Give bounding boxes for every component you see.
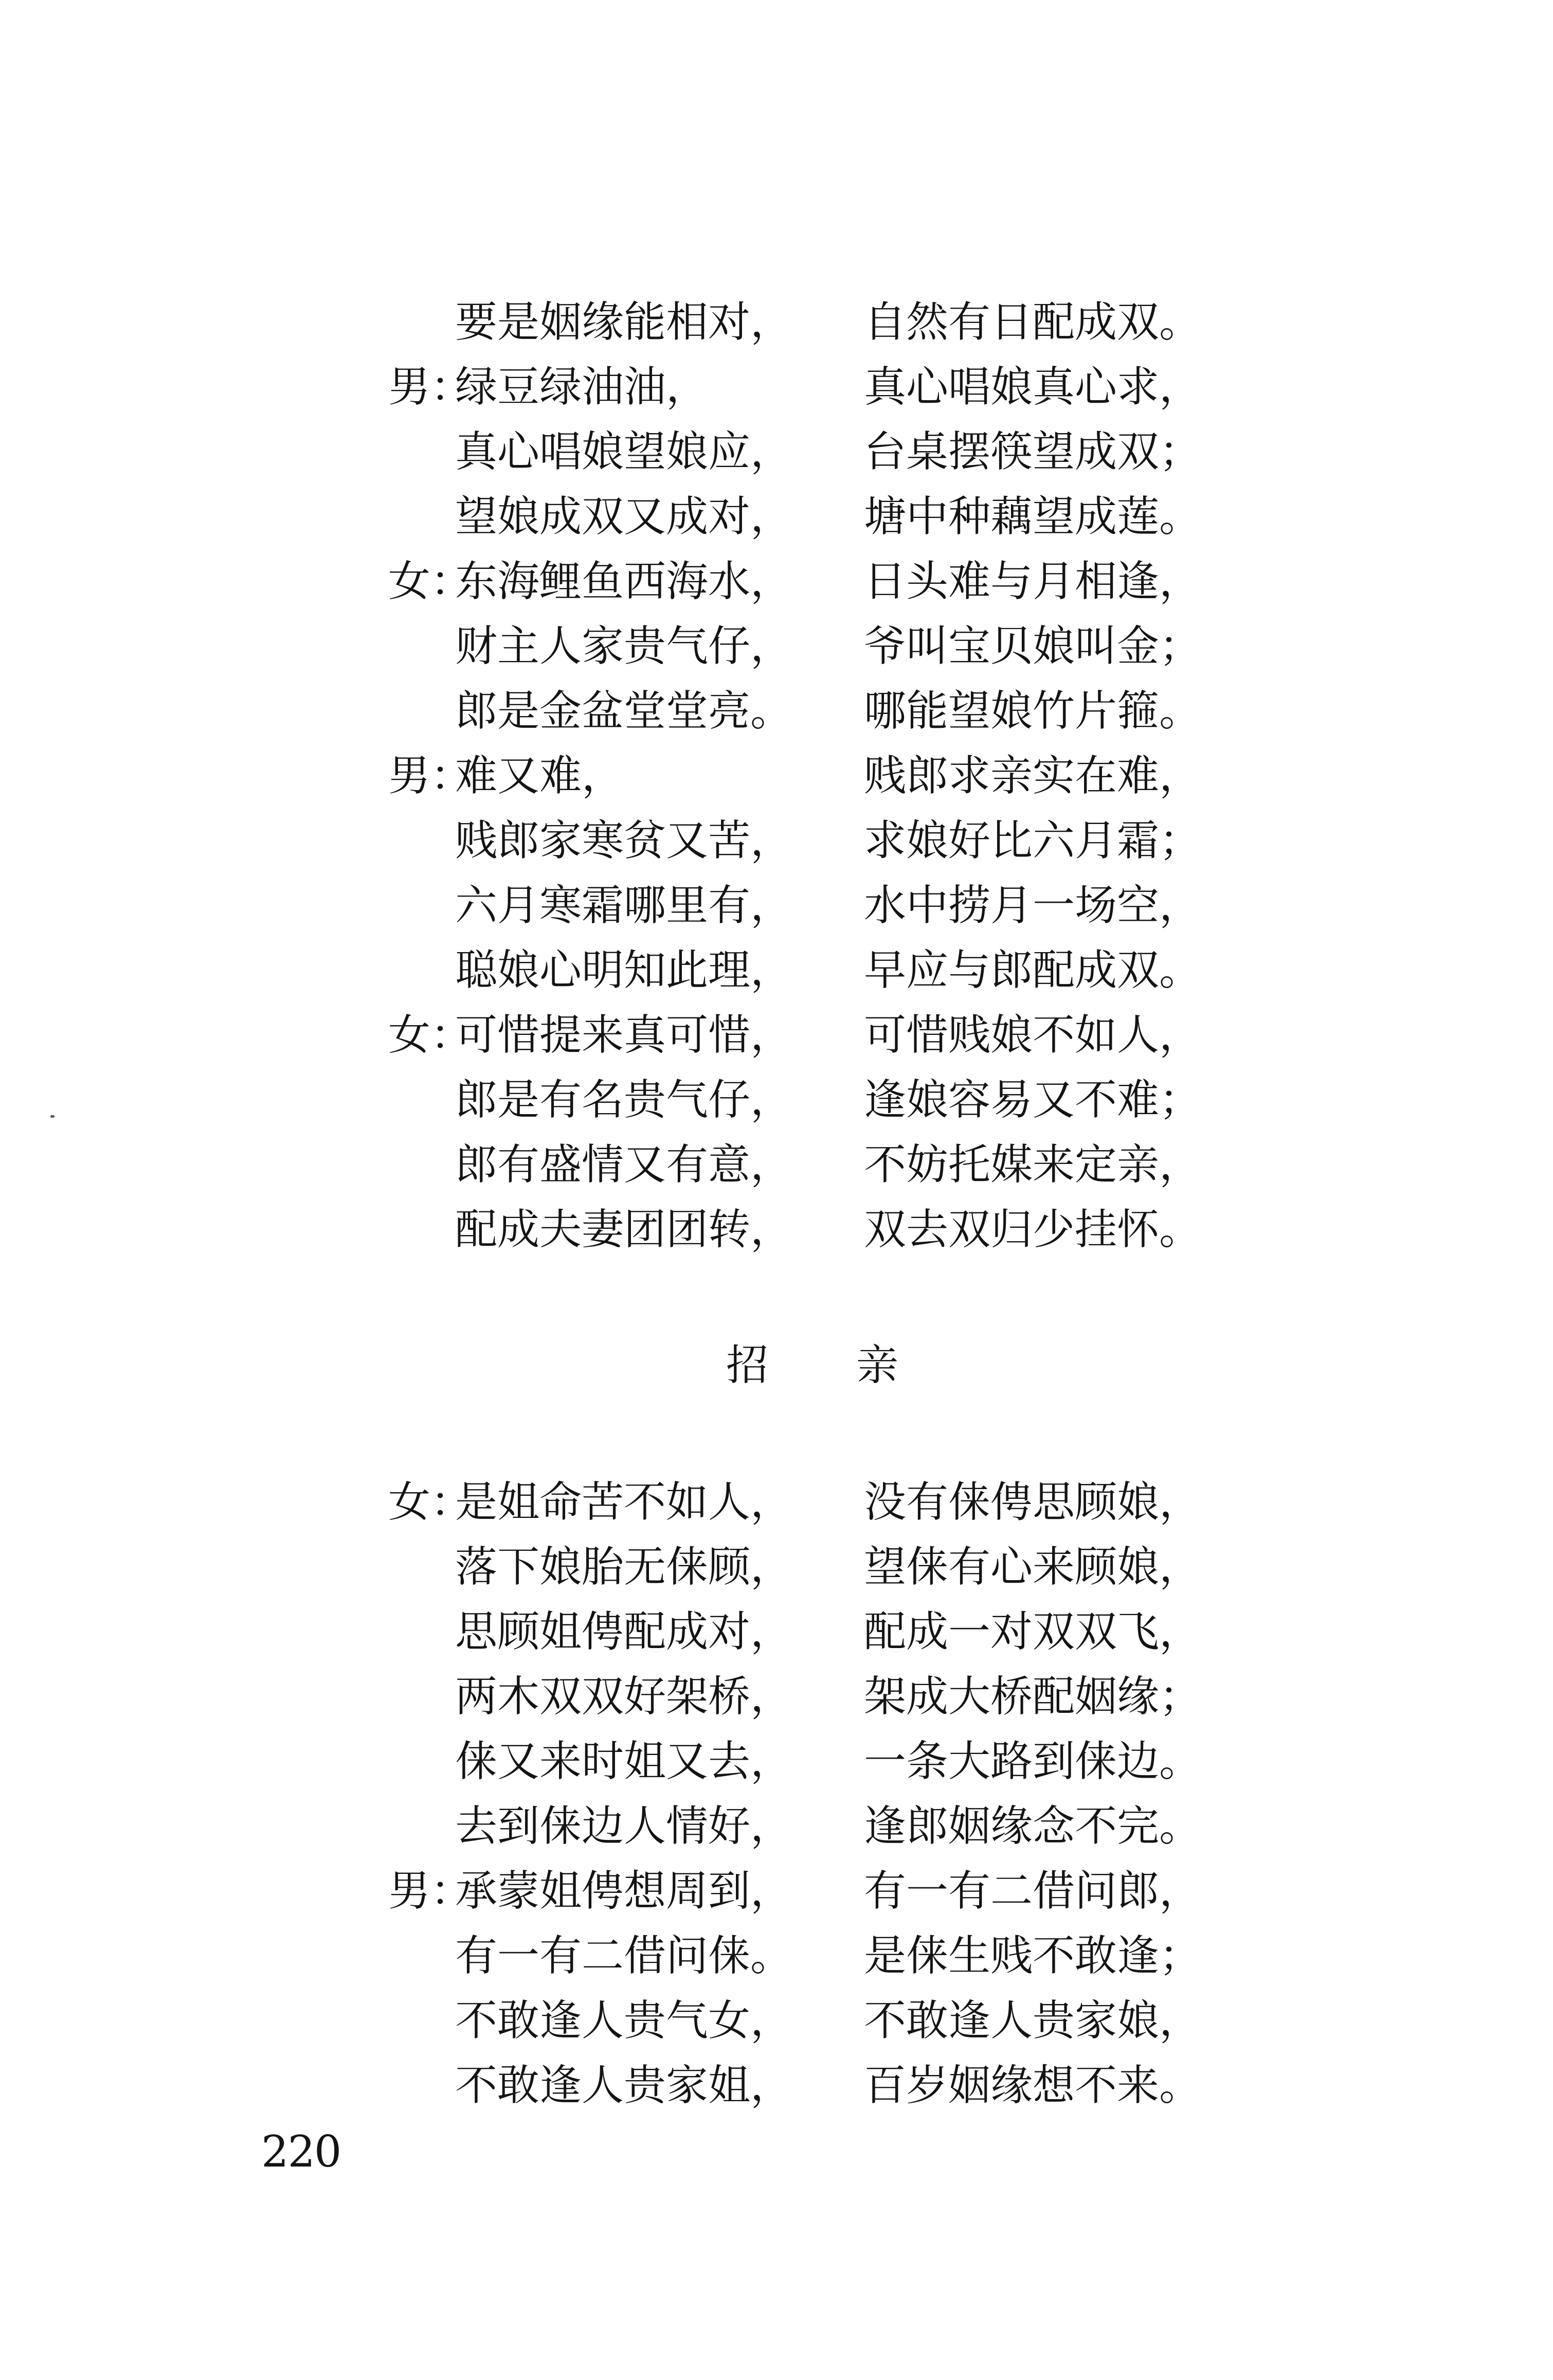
verse-second-half: 一条大路到俫边。 xyxy=(864,1737,1202,1786)
verse-first-half: 配成夫妻团团转， xyxy=(455,1205,793,1254)
speaker-label: 女： xyxy=(388,557,473,606)
verse-line xyxy=(0,744,1553,809)
section-title xyxy=(0,1333,1553,1398)
verse-first-half: 郎是金盆堂堂亮。 xyxy=(455,687,793,736)
verse-second-half: 不敢逢人贵家娘， xyxy=(864,1996,1202,2045)
verse-first-half: 郎是有名贵气仔， xyxy=(455,1076,793,1124)
verse-second-half: 可惜贱娘不如人， xyxy=(864,1011,1202,1060)
verse-line xyxy=(0,290,1553,355)
verse-line xyxy=(0,355,1553,420)
verse-first-half: 财主人家贵气仔， xyxy=(455,622,793,671)
verse-second-half: 配成一对双双飞， xyxy=(864,1607,1202,1656)
verse-second-half: 望俫有心来顾娘， xyxy=(864,1543,1202,1591)
verse-line xyxy=(0,1197,1553,1262)
speaker-label: 女： xyxy=(388,1011,473,1060)
verse-first-half: 真心唱娘望娘应， xyxy=(455,427,793,476)
verse-first-half: 承蒙姐俜想周到， xyxy=(455,1867,793,1916)
verse-second-half: 自然有日配成双。 xyxy=(864,298,1202,347)
verse-line xyxy=(0,938,1553,1003)
section-title-char: 亲 xyxy=(856,1341,899,1390)
verse-line xyxy=(0,873,1553,938)
verse-second-half: 百岁姻缘想不来。 xyxy=(864,2061,1202,2110)
verse-line xyxy=(0,1535,1553,1600)
verse-line xyxy=(0,1794,1553,1859)
verse-line xyxy=(0,1470,1553,1535)
verse-first-half: 东海鲤鱼西海水， xyxy=(455,557,793,606)
verse-second-half: 日头难与月相逢， xyxy=(864,557,1202,606)
verse-first-half: 难又难， xyxy=(455,751,624,800)
verse-first-half: 可惜提来真可惜， xyxy=(455,1011,793,1060)
verse-second-half: 架成大桥配姻缘； xyxy=(864,1672,1202,1721)
verse-second-half: 塘中种藕望成莲。 xyxy=(864,492,1202,541)
verse-line xyxy=(0,549,1553,614)
verse-first-half: 不敢逢人贵气女， xyxy=(455,1996,793,2045)
verse-second-half: 水中捞月一场空， xyxy=(864,881,1202,930)
verse-line xyxy=(0,1600,1553,1665)
verse-first-half: 俫又来时姐又去， xyxy=(455,1737,793,1786)
verse-second-half: 有一有二借问郎， xyxy=(864,1867,1202,1916)
verse-first-half: 思顾姐俜配成对， xyxy=(455,1607,793,1656)
verse-second-half: 逢郎姻缘念不完。 xyxy=(864,1802,1202,1851)
verse-second-half: 贱郎求亲实在难， xyxy=(864,751,1202,800)
verse-line xyxy=(0,809,1553,873)
verse-line xyxy=(0,1665,1553,1729)
verse-line xyxy=(0,1924,1553,1989)
verse-line xyxy=(0,679,1553,744)
section-title-char: 招 xyxy=(726,1341,769,1390)
verse-first-half: 有一有二借问俫。 xyxy=(455,1931,793,1980)
verse-second-half: 没有俫俜思顾娘， xyxy=(864,1478,1202,1527)
verse-second-half: 真心唱娘真心求， xyxy=(864,363,1202,411)
verse-first-half: 望娘成双又成对， xyxy=(455,492,793,541)
verse-line xyxy=(0,1133,1553,1197)
verse-first-half: 绿豆绿油油， xyxy=(455,363,709,411)
verse-second-half: 是俫生贱不敢逢； xyxy=(864,1931,1202,1980)
verse-first-half: 去到俫边人情好， xyxy=(455,1802,793,1851)
verse-first-half: 不敢逢人贵家姐， xyxy=(455,2061,793,2110)
verse-line xyxy=(0,1003,1553,1068)
speaker-label: 男： xyxy=(388,363,473,411)
speaker-label: 男： xyxy=(388,1867,473,1916)
verse-second-half: 哪能望娘竹片箍。 xyxy=(864,687,1202,736)
verse-line xyxy=(0,614,1553,679)
verse-second-half: 双去双归少挂怀。 xyxy=(864,1205,1202,1254)
verse-first-half: 要是姻缘能相对， xyxy=(455,298,793,347)
verse-line xyxy=(0,2053,1553,2118)
scan-speck xyxy=(50,1115,55,1118)
speaker-label: 男： xyxy=(388,751,473,800)
speaker-label: 女： xyxy=(388,1478,473,1527)
verse-second-half: 台桌摆筷望成双； xyxy=(864,427,1202,476)
verse-first-half: 是姐命苦不如人， xyxy=(455,1478,793,1527)
verse-line xyxy=(0,1729,1553,1794)
verse-second-half: 逢娘容易又不难； xyxy=(864,1076,1202,1124)
verse-line xyxy=(0,1989,1553,2053)
verse-first-half: 两木双双好架桥， xyxy=(455,1672,793,1721)
verse-line xyxy=(0,420,1553,485)
verse-second-half: 早应与郎配成双。 xyxy=(864,946,1202,995)
verse-second-half: 不妨托媒来定亲， xyxy=(864,1140,1202,1189)
verse-line xyxy=(0,485,1553,549)
verse-first-half: 贱郎家寒贫又苦， xyxy=(455,816,793,865)
verse-first-half: 落下娘胎无俫顾， xyxy=(455,1543,793,1591)
verse-second-half: 求娘好比六月霜； xyxy=(864,816,1202,865)
verse-line xyxy=(0,1068,1553,1133)
verse-first-half: 郎有盛情又有意， xyxy=(455,1140,793,1189)
verse-second-half: 爷叫宝贝娘叫金； xyxy=(864,622,1202,671)
verse-first-half: 聪娘心明知此理， xyxy=(455,946,793,995)
page-number: 220 xyxy=(261,2126,341,2177)
verse-first-half: 六月寒霜哪里有， xyxy=(455,881,793,930)
verse-line xyxy=(0,1859,1553,1924)
